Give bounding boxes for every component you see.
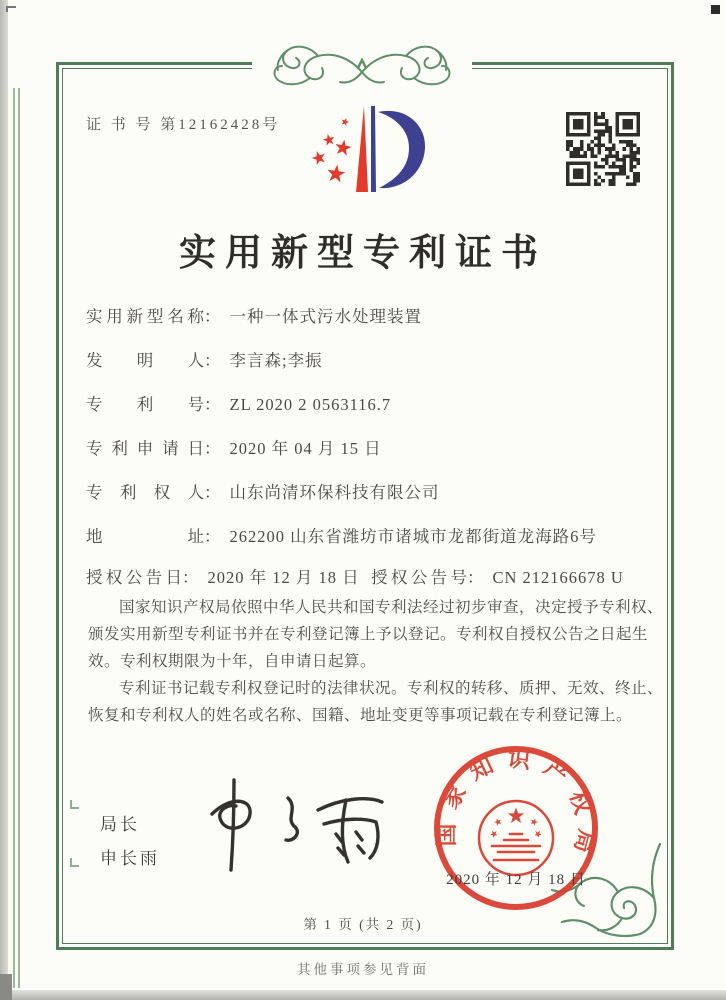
field-row-patent-no [86, 391, 391, 415]
field-colon: ： [467, 568, 484, 587]
registration-mark-icon [6, 6, 16, 12]
field-colon: ： [204, 483, 221, 502]
field-label: 实用新型名称 [86, 307, 204, 326]
field-row-grant [86, 564, 624, 588]
scan-bottom-edge [0, 990, 726, 1000]
field-label: 专利申请日 [86, 439, 204, 458]
field-colon: ： [182, 568, 199, 587]
field-colon: ： [204, 439, 221, 458]
footer-note: 其他事项参见背面 [297, 962, 429, 977]
field-colon: ： [204, 307, 221, 326]
field-colon: ： [204, 351, 221, 370]
field-value: 一种一体式污水处理装置 [229, 307, 422, 326]
field-row-address [86, 523, 597, 547]
director-signature [196, 770, 396, 880]
top-border-ornament-icon [252, 38, 472, 100]
grant-date-value: 2020 年 12 月 18 日 [207, 568, 360, 587]
certificate-number: 证 书 号 第12162428号 [86, 117, 281, 133]
field-value: 2020 年 04 月 15 日 [229, 439, 382, 458]
director-title: 局长 [100, 815, 140, 834]
field-label: 专利权人 [86, 483, 204, 502]
field-value: ZL 2020 2 0563116.7 [229, 395, 392, 414]
grant-no-group [371, 564, 624, 588]
page-number: 第 1 页 (共 2 页) [303, 917, 423, 932]
field-value: 李言森;李振 [229, 351, 323, 370]
field-colon: ： [204, 527, 221, 546]
official-seal [428, 742, 604, 918]
field-label: 授权公告号 [371, 568, 467, 587]
field-label: 发明人 [86, 351, 204, 370]
field-row-name [86, 303, 422, 327]
cnipa-logo-icon [289, 100, 437, 202]
seal-ring-text: 国家知识产权局 [433, 745, 600, 868]
legal-paragraph: 国家知识产权局依照中华人民共和国专利法经过初步审查，决定授予专利权、颁发实用新型专利证书并在专利登记簿上予以登记。专利权自授权公告之日起生效。专利权期限为十年，自申请日起算。 [88, 599, 664, 670]
scan-left-edge [0, 0, 8, 1000]
field-value: 山东尚清环保科技有限公司 [229, 483, 440, 502]
director-block [100, 808, 160, 876]
field-value: 262200 山东省潍坊市诸城市龙都街道龙海路6号 [229, 527, 597, 546]
legal-paragraph: 专利证书记载专利权登记时的法律状况。专利权的转移、质押、无效、终止、恢复和专利权人的姓名或名称、国籍、地址变更等事项记载在专利登记簿上。 [88, 680, 664, 724]
certificate-title: 实用新型专利证书 [179, 233, 547, 274]
qr-code [566, 112, 640, 186]
field-row-filing-date [86, 435, 382, 459]
field-label: 专利号 [86, 395, 204, 414]
svg-text:国家知识产权局 [434, 746, 600, 868]
legal-text [88, 594, 666, 729]
field-row-inventor [86, 347, 323, 371]
scan-square-mark [711, 5, 720, 14]
national-emblem-icon [479, 801, 553, 875]
director-name: 申长雨 [100, 849, 160, 868]
field-colon: ： [204, 395, 221, 414]
field-row-patentee [86, 479, 440, 503]
field-label: 授权公告日 [86, 568, 182, 587]
seal-date: 2020 年 12 月 18 日 [446, 872, 586, 888]
grant-no-value: CN 212166678 U [492, 568, 624, 587]
field-label: 地址 [86, 527, 204, 546]
